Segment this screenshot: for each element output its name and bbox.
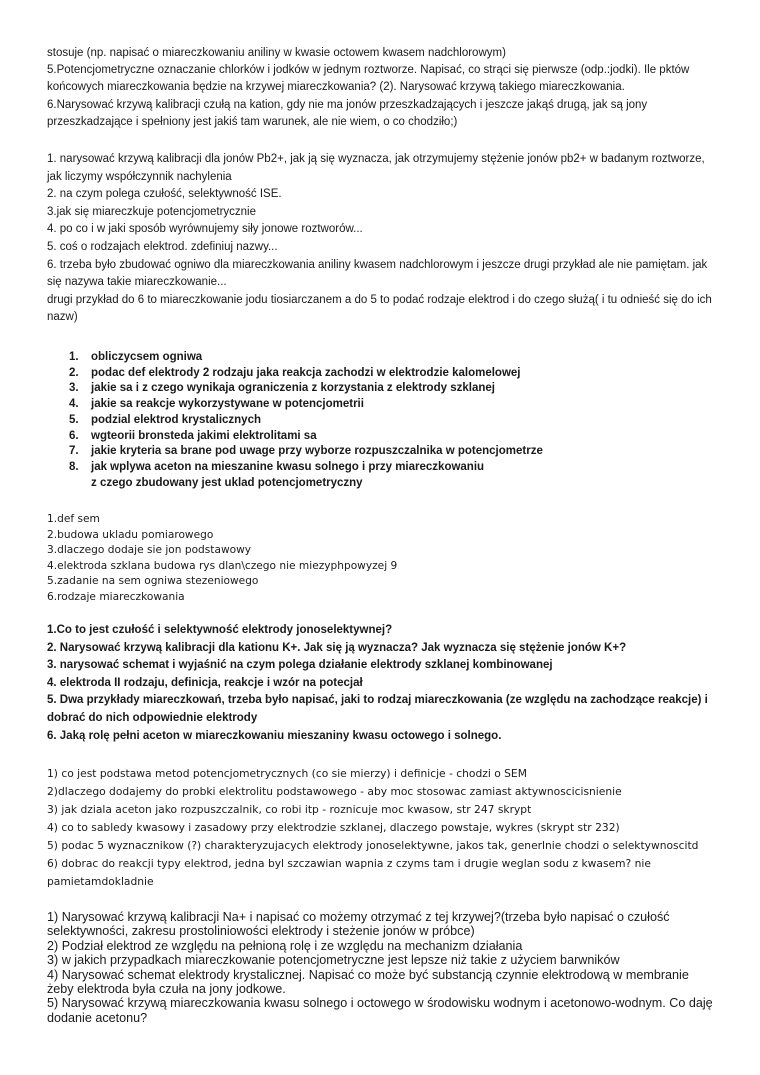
list-item: 1.def sem	[47, 513, 100, 525]
question-list-pb	[47, 151, 717, 327]
list-item	[47, 429, 717, 445]
list-item: 4.elektroda szklana budowa rys dlan\czego nie miezyphpowyzej 9	[47, 559, 398, 572]
list-item: 3.dlaczego dodaje sie jon podstawowy	[47, 544, 252, 557]
list-text: jakie kryteria sa brane pod uwage przy wyborze rozpuszczalnika w potencjometrze	[91, 445, 543, 458]
paragraph: stosuje (np. napisać o miareczkowaniu aniliny w kwasie octowem kwasem nadchlorowym)	[47, 47, 506, 59]
list-text: podzial elektrod krystalicznych	[91, 413, 262, 426]
list-item: 2.budowa ukladu pomiarowego	[47, 528, 214, 541]
list-item: 5) podac 5 wyznacznikow (?) charakteryzujacych elektrody jonoselektywne, jakos tak, generlnie chodzi o selektywnoscitd	[47, 839, 699, 852]
list-item: 6. trzeba było zbudować ogniwo dla miareczkowania aniliny kwasem nadchlorowym i jeszcze drugi przykład ale nie pamiętam. jak się nazywa takie miareczkowanie...	[47, 258, 708, 289]
list-item: 2. Narysować krzywą kalibracji dla kationu K+. Jak się ją wyznacza? Jak wyznacza się stężenie jonów K+?	[47, 641, 627, 654]
list-item: 4. elektroda II rodzaju, definicja, reakcje i wzór na potecjał	[47, 676, 363, 689]
list-item	[47, 413, 717, 429]
list-text: jakie sa reakcje wykorzystywane w potencjometrii	[91, 398, 364, 411]
list-text: jak wplywa aceton na mieszanine kwasu solnego i przy miareczkowaniu	[91, 460, 485, 473]
list-item: 3. narysować schemat i wyjaśnić na czym polega działanie elektrody szklanej kombinowanej	[47, 659, 553, 672]
paragraph: 5.Potencjometryczne oznaczanie chlorków i jodków w jednym roztworze. Napisać, co strąci się pierwsze (odp.:jodki). Ile pktów końcowych miareczkowania będzie na krzywej miareczkowania? (2). Narysować krzywą takiego miareczkowania.	[47, 64, 690, 94]
list-item: 5. Dwa przykłady miareczkowań, trzeba było napisać, jaki to rodzaj miareczkowania (ze względu na zachodzące reakcje) i dobrać do nich odpowiednie elektrody	[47, 694, 708, 724]
numbered-bold-list	[47, 350, 717, 491]
list-item: 5.zadanie na sem ogniwa stezeniowego	[47, 575, 259, 588]
list-text: z czego zbudowany jest uklad potencjometryczny	[91, 476, 363, 489]
list-text: obliczycsem ogniwa	[91, 351, 203, 363]
list-item: 3.jak się miareczkuje potencjometrycznie	[47, 205, 257, 218]
list-number: 3.	[69, 382, 79, 395]
calibration-question-list	[47, 910, 717, 1025]
list-item: 4) Narysować schemat elektrody krystalicznej. Napisać co może być substancją czynnie elektrodową w membranie żeby elektroda była czuła na jony jodkowe.	[47, 967, 689, 997]
list-item: 1.Co to jest czułość i selektywność elektrody jonoselektywnej?	[47, 624, 393, 636]
list-item: 6.rodzaje miareczkowania	[47, 590, 185, 603]
sem-question-list	[47, 512, 717, 606]
list-number: 8.	[69, 460, 79, 473]
list-item: 2. na czym polega czułość, selektywność ISE.	[47, 188, 282, 201]
list-item	[47, 366, 717, 382]
list-text: podac def elektrody 2 rodzaju jaka reakcja zachodzi w elektrodzie kalomelowej	[91, 366, 521, 379]
list-item: 2) Podział elektrod ze względu na pełnioną rolę i ze względu na mechanizm działania	[47, 938, 523, 953]
list-item	[47, 444, 717, 460]
list-item	[47, 381, 717, 397]
list-number: 2.	[69, 366, 79, 379]
list-item: 6. Jaką rolę pełni aceton w miareczkowaniu mieszaniny kwasu octowego i solnego.	[47, 729, 502, 742]
list-item: 1. narysować krzywą kalibracji dla jonów Pb2+, jak ją się wyznacza, jak otrzymujemy stężenie jonów pb2+ w badanym roztworze, jak liczymy współczynnik nachylenia	[47, 153, 705, 183]
intro-section	[47, 45, 717, 131]
list-item	[47, 476, 717, 492]
list-item: 1) co jest podstawa metod potencjometrycznych (co sie mierzy) i definicje - chodzi o SEM	[47, 767, 527, 780]
list-item: 2)dlaczego dodajemy do probki elektrolitu podstawowego - aby moc stosowac zamiast aktywnoscicisnienie	[47, 785, 622, 798]
list-item: 3) jak dziala aceton jako rozpuszczalnik, co robi itp - roznicuje moc kwasow, str 247 skrypt	[47, 803, 532, 816]
list-number: 6.	[69, 429, 79, 442]
list-number: 5.	[69, 413, 79, 426]
potentiometry-question-list	[47, 765, 717, 891]
list-text: wgteorii bronsteda jakimi elektrolitami sa	[91, 429, 317, 442]
list-item	[47, 350, 717, 366]
paragraph: 6.Narysować krzywą kalibracji czułą na kation, gdy nie ma jonów przeszkadzających i jeszcze jakąś drugą, jak są jony przeszkadzające i spełniony jest jakiś tam warunek, ale nie wiem, o co chodziło;)	[47, 98, 648, 128]
list-item	[47, 460, 717, 476]
list-text: jakie sa i z czego wynikaja ograniczenia z korzystania z elektrody szklanej	[91, 382, 495, 395]
list-item: drugi przykład do 6 to miareczkowanie jodu tiosiarczanem a do 5 to podać rodzaje elektrod i do czego służą( i tu odnieść się do ich nazw)	[47, 293, 712, 324]
list-item: 3) w jakich przypadkach miareczkowanie potencjometryczne jest lepsze niż takie z użyciem barwników	[47, 953, 620, 968]
list-number: 4.	[69, 398, 79, 411]
list-item	[47, 397, 717, 413]
list-item: 4) co to sabledy kwasowy i zasadowy przy elektrodzie szklanej, dlaczego powstaje, wykres (skrypt str 232)	[47, 821, 620, 834]
list-item: 5) Narysować krzywą miareczkowania kwasu solnego i octowego w środowisku wodnym i acetonowo-wodnym. Co daję dodanie acetonu?	[47, 996, 713, 1025]
list-item: 5. coś o rodzajach elektrod. zdefiniuj nazwy...	[47, 240, 278, 253]
list-number: 7.	[69, 445, 79, 458]
list-number: 1.	[69, 351, 79, 363]
list-item: 6) dobrac do reakcji typy elektrod, jedna byl szczawian wapnia z czyms tam i drugie weglan sodu z kwasem? nie pamietamdokladnie	[47, 857, 651, 888]
list-item: 1) Narysować krzywą kalibracji Na+ i napisać co możemy otrzymać z tej krzywej?(trzeba było napisać o czułość selektywności, zakresu prostoliniowości elektrody i steżenie jonów w próbce)	[47, 910, 670, 939]
ion-selective-question-list	[47, 622, 717, 745]
list-item: 4. po co i w jaki sposób wyrównujemy siły jonowe roztworów...	[47, 223, 363, 236]
